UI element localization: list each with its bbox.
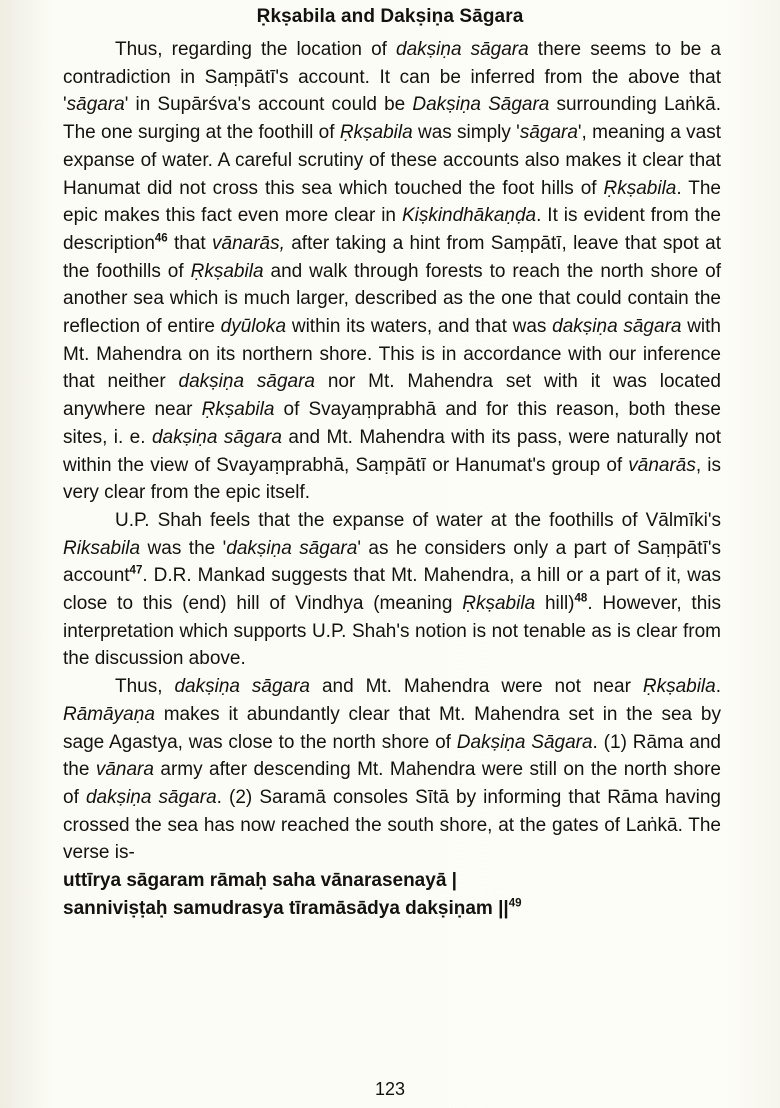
italic-term: dakṣiṇa sāgara [226,537,358,559]
italic-term: vānarās, [212,232,285,254]
italic-term: dakṣiṇa sāgara [85,786,217,808]
italic-term: dakṣiṇa sāgara [552,316,682,338]
text-run: . (2) Saramā consoles Sītā by informing that Rāma having crossed the sea has now reached the south shore, at the gates of Laṅkā. The verse is- [63,786,721,864]
italic-term: dakṣiṇa sāgara [178,371,315,393]
text-run: nor Mt. Mahendra set with it was located anywhere near [63,371,721,421]
text-run: and Mt. Mahendra were not near [310,676,643,698]
italic-term: sāgara [66,94,125,116]
text-run: sanniviṣṭaḥ samudrasya tīramāsādya dakṣiṇam || [63,897,509,919]
italic-term: Dakṣiṇa Sāgara [456,731,593,753]
paragraph [63,36,721,507]
text-run: uttīrya sāgaram rāmaḥ saha vānarasenayā | [63,870,457,892]
text-run: that [167,232,213,254]
text-run: . (1) Rāma and the [63,731,721,781]
text-run: and Mt. Mahendra with its pass, were naturally not within the view of Svayaṃprabhā, Saṃpātī or Hanumat's group of [63,426,721,476]
text-run: ', meaning a vast expanse of water. A careful scrutiny of these accounts also makes it clear that Hanumat did not cross this sea which touched the foot hills of [63,122,721,199]
italic-term: Dakṣiṇa Sāgara [412,94,550,116]
text-run: ' as he considers only a part of Saṃpātī's account [63,537,721,587]
text-run: was simply ' [412,122,520,144]
text-run: Thus, regarding the location of [115,39,397,60]
text-run: , is very clear from the epic itself. [63,454,721,504]
italic-term: sāgara [519,122,578,144]
italic-term: vānara [95,759,154,781]
footnote-marker: 49 [508,897,522,910]
italic-term: vānarās [628,454,696,476]
paragraph [63,673,721,867]
page-body [63,36,721,923]
text-run: army after descending Mt. Mahendra were still on the north shore of [63,759,721,808]
italic-term: Ṛkṣabila [190,260,264,282]
text-run: was the ' [140,537,227,559]
text-run: hill) [535,593,575,615]
text-run: U.P. Shah feels that the expanse of water at the foothills of Vālmīki's [115,509,721,531]
paragraph [63,507,721,673]
text-run: . It is evident from the description [63,205,721,254]
text-run: after taking a hint from Saṃpātī, leave that spot at the foothills of [63,232,721,282]
italic-term: Ṛkṣabila [603,177,677,199]
footnote-marker: 47 [129,565,143,578]
text-run: Thus, [115,676,175,698]
text-run: . The epic makes this fact even more clear in [63,177,721,227]
text-run: surrounding Laṅkā. The one surging at the foothill of [63,94,721,144]
italic-term: dakṣiṇa sāgara [174,676,310,698]
text-run: there seems to be a contradiction in Saṃpātī's account. It can be inferred from the above that ' [63,39,721,116]
italic-term: Ṛkṣabila [201,399,275,421]
text-run: . D.R. Mankad suggests that Mt. Mahendra, a hill or a part of it, was close to this (end) hill of Vindhya (meaning [63,565,721,615]
text-run: within its waters, and that was [286,316,553,338]
verse-line [63,867,721,895]
footnote-marker: 46 [154,232,168,245]
italic-term: Ṛkṣabila [642,676,716,698]
text-run: of Svayaṃprabhā and for this reason, both these sites, i. e. [63,399,721,448]
italic-term: dakṣiṇa sāgara [151,426,282,448]
footnote-marker: 48 [574,592,588,605]
italic-term: Rāmāyaṇa [63,703,155,725]
text-run: . [715,676,721,698]
italic-term: Ṛkṣabila [462,593,536,615]
italic-term: Riksabila [63,537,141,559]
italic-term: dyūloka [220,316,287,338]
text-run: and walk through forests to reach the north shore of another sea which is much larger, described as the one that could contain the reflection of entire [63,260,721,338]
verse-line [63,895,721,923]
text-run: with Mt. Mahendra on its northern shore. This is in accordance with our inference that neither [63,316,721,393]
text-run: makes it abundantly clear that Mt. Mahendra set in the sea by sage Agastya, was close to the north shore of [63,703,721,753]
text-run: ' in Supārśva's account could be [124,94,413,116]
italic-term: dakṣiṇa sāgara [396,39,529,60]
italic-term: Ṛkṣabila [339,122,413,144]
italic-term: Kiṣkindhākaṇḍa [401,205,537,227]
page-title: Ṛkṣabila and Dakṣiṇa Sāgara [256,6,524,27]
text-run: . However, this interpretation which supports U.P. Shah's notion is not tenable as is clear from the discussion above. [63,593,721,670]
page-number: 123 [374,1079,406,1099]
